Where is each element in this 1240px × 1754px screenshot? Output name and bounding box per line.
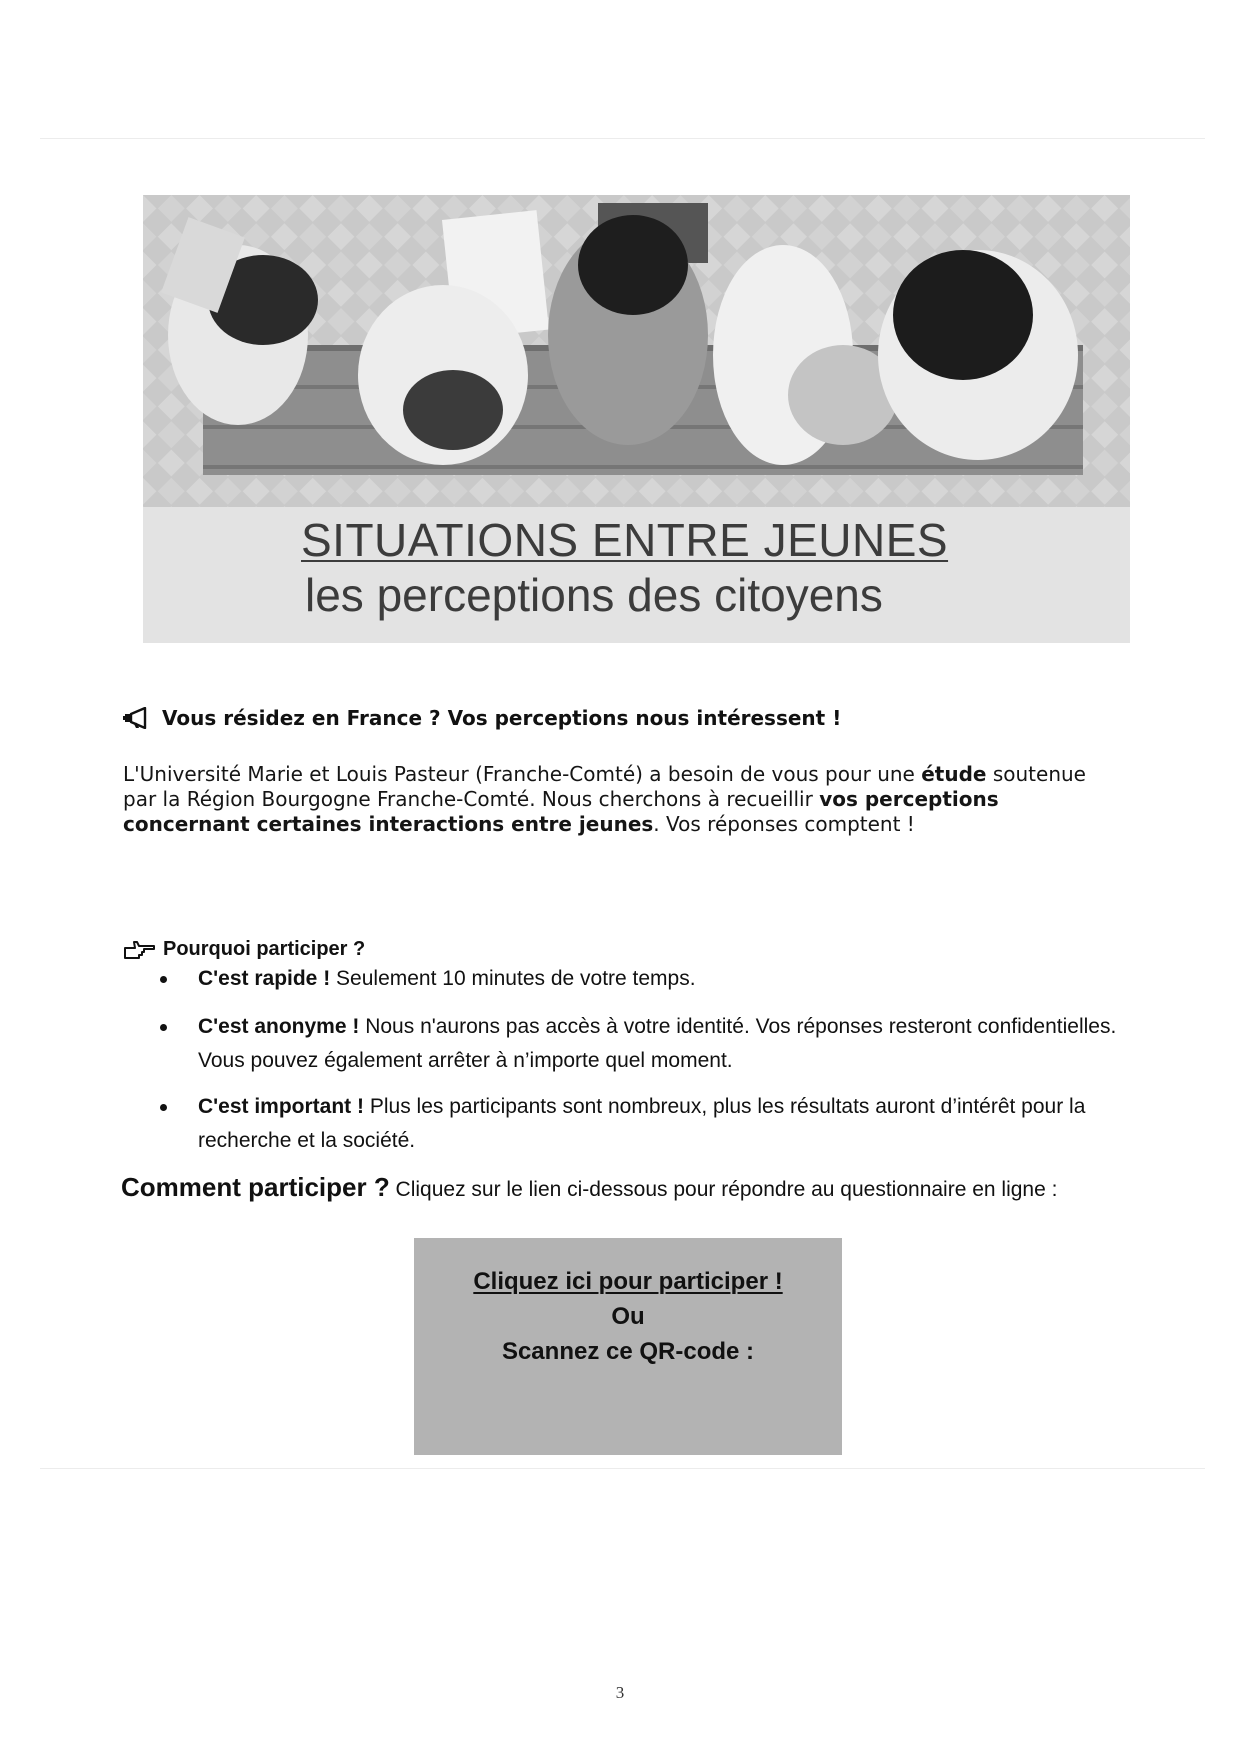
- intro-paragraph: [123, 762, 1123, 837]
- page-number: 3: [615, 1683, 625, 1702]
- bullet-icon: [160, 1104, 167, 1111]
- list-item-text: Seulement 10 minutes de votre temps.: [330, 967, 696, 990]
- list-item-text: Plus les participants sont nombreux, plus les résultats auront d’intérêt pour la recherche et la société.: [198, 1095, 1086, 1152]
- cta-or: Ou: [611, 1303, 645, 1330]
- intro-text-3: . Vos réponses comptent !: [653, 812, 915, 836]
- banner: [143, 195, 1130, 643]
- top-divider: [40, 138, 1205, 139]
- banner-caption: [143, 507, 1130, 643]
- bullet-icon: [160, 1024, 167, 1031]
- how-text: Cliquez sur le lien ci-dessous pour répondre au questionnaire en ligne :: [389, 1178, 1058, 1201]
- how-to-participate: [121, 1171, 1057, 1206]
- list-item-text: Nous n'aurons pas accès à votre identité. Vos réponses resteront confidentielles. Vous pouvez également arrêter à n’importe quel moment.: [198, 1015, 1117, 1072]
- banner-photo: [143, 195, 1130, 507]
- list-item: [160, 1090, 1120, 1158]
- intro-text-2: soutenue par la Région Bourgogne Franche-Comté. Nous cherchons à recueillir: [123, 762, 1086, 811]
- list-item-lead: C'est rapide !: [198, 967, 331, 990]
- why-heading: [123, 936, 365, 962]
- list-item: [160, 962, 1120, 996]
- pointing-hand-icon: [123, 938, 157, 960]
- megaphone-icon: [123, 707, 153, 729]
- headline-text: Vous résidez en France ? Vos perceptions nous intéressent !: [162, 706, 842, 730]
- how-lead: Comment participer ?: [121, 1172, 390, 1202]
- bullet-icon: [160, 976, 167, 983]
- banner-title: SITUATIONS ENTRE JEUNES: [301, 514, 949, 566]
- cta-scan: Scannez ce QR-code :: [501, 1338, 755, 1365]
- cta-box: [414, 1238, 842, 1455]
- intro-text-1: L'Université Marie et Louis Pasteur (Franche-Comté) a besoin de vous pour une: [123, 762, 922, 786]
- list-item-lead: C'est anonyme !: [198, 1015, 360, 1038]
- participate-link[interactable]: Cliquez ici pour participer !: [473, 1268, 783, 1295]
- why-heading-text: Pourquoi participer ?: [163, 938, 366, 960]
- intro-bold-1: étude: [921, 762, 987, 786]
- why-list: [160, 962, 1120, 1158]
- headline: [123, 705, 841, 731]
- list-item: [160, 1010, 1120, 1078]
- banner-subtitle: les perceptions des citoyens: [305, 569, 883, 621]
- intro-bold-2: vos perceptions concernant certaines interactions entre jeunes: [123, 787, 999, 836]
- bottom-divider: [40, 1468, 1205, 1469]
- list-item-lead: C'est important !: [198, 1095, 365, 1118]
